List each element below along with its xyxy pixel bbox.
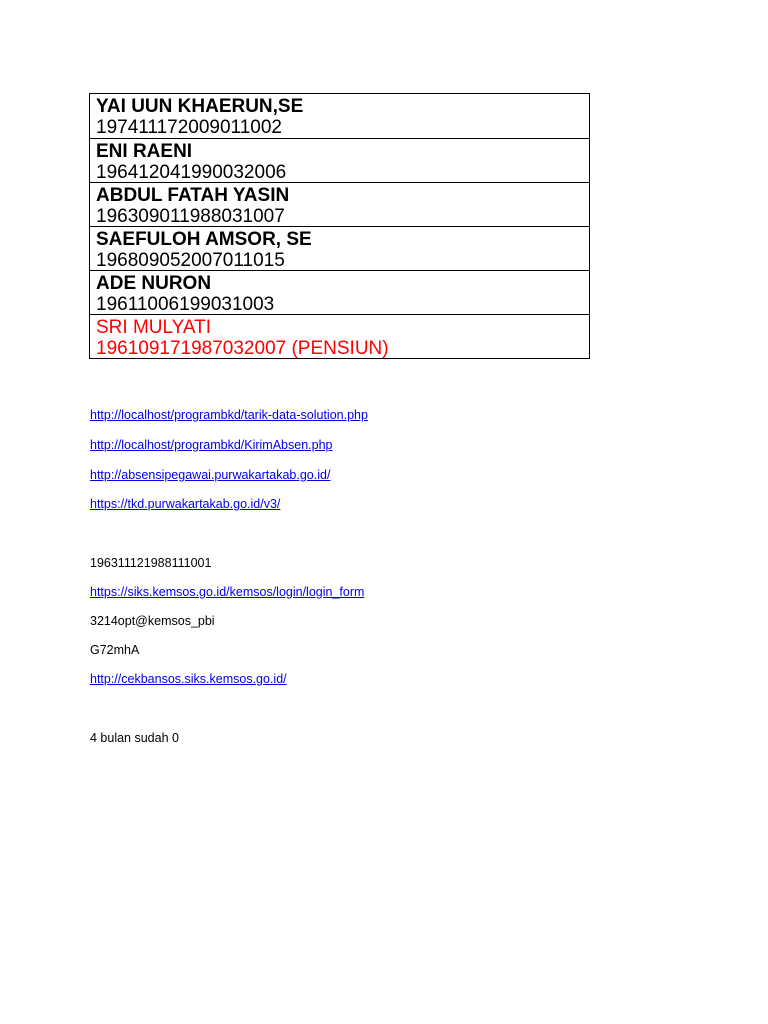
employee-name: ABDUL FATAH YASIN xyxy=(96,185,290,206)
employee-name: SAEFULOH AMSOR, SE xyxy=(96,229,312,250)
kemsos-username: 3214opt@kemsos_pbi xyxy=(90,614,215,628)
employee-row xyxy=(90,138,589,182)
employee-row-retired xyxy=(90,314,589,358)
employee-nip: 196109171987032007 (PENSIUN) xyxy=(96,338,389,359)
kemsos-password: G72mhA xyxy=(90,643,140,657)
employee-row xyxy=(90,270,589,314)
employee-nip: 19611006199031003 xyxy=(96,294,275,315)
employee-nip: 197411172009011002 xyxy=(96,117,282,138)
link-cekbansos[interactable]: http://cekbansos.siks.kemsos.go.id/ xyxy=(90,672,287,686)
employee-row xyxy=(90,226,589,270)
footer-note: 4 bulan sudah 0 xyxy=(90,731,179,745)
link-kemsos-login[interactable]: https://siks.kemsos.go.id/kemsos/login/login_form xyxy=(90,585,365,599)
employee-name: YAI UUN KHAERUN,SE xyxy=(96,96,304,117)
employee-nip: 196412041990032006 xyxy=(96,162,287,183)
link-absensi-pegawai[interactable]: http://absensipegawai.purwakartakab.go.id/ xyxy=(90,468,331,482)
employee-name: ADE NURON xyxy=(96,273,212,294)
link-kirim-absen[interactable]: http://localhost/programbkd/KirimAbsen.php xyxy=(90,438,333,452)
employee-name: ENI RAENI xyxy=(96,141,193,162)
employee-table xyxy=(89,93,590,359)
nip-note: 196311121988111001 xyxy=(90,556,212,570)
employee-name: SRI MULYATI xyxy=(96,317,212,338)
link-tkd[interactable]: https://tkd.purwakartakab.go.id/v3/ xyxy=(90,497,281,511)
link-tarik-data[interactable]: http://localhost/programbkd/tarik-data-solution.php xyxy=(90,408,368,422)
employee-nip: 196309011988031007 xyxy=(96,206,285,227)
employee-nip: 196809052007011015 xyxy=(96,250,285,271)
employee-row xyxy=(90,182,589,226)
employee-row xyxy=(90,94,589,138)
